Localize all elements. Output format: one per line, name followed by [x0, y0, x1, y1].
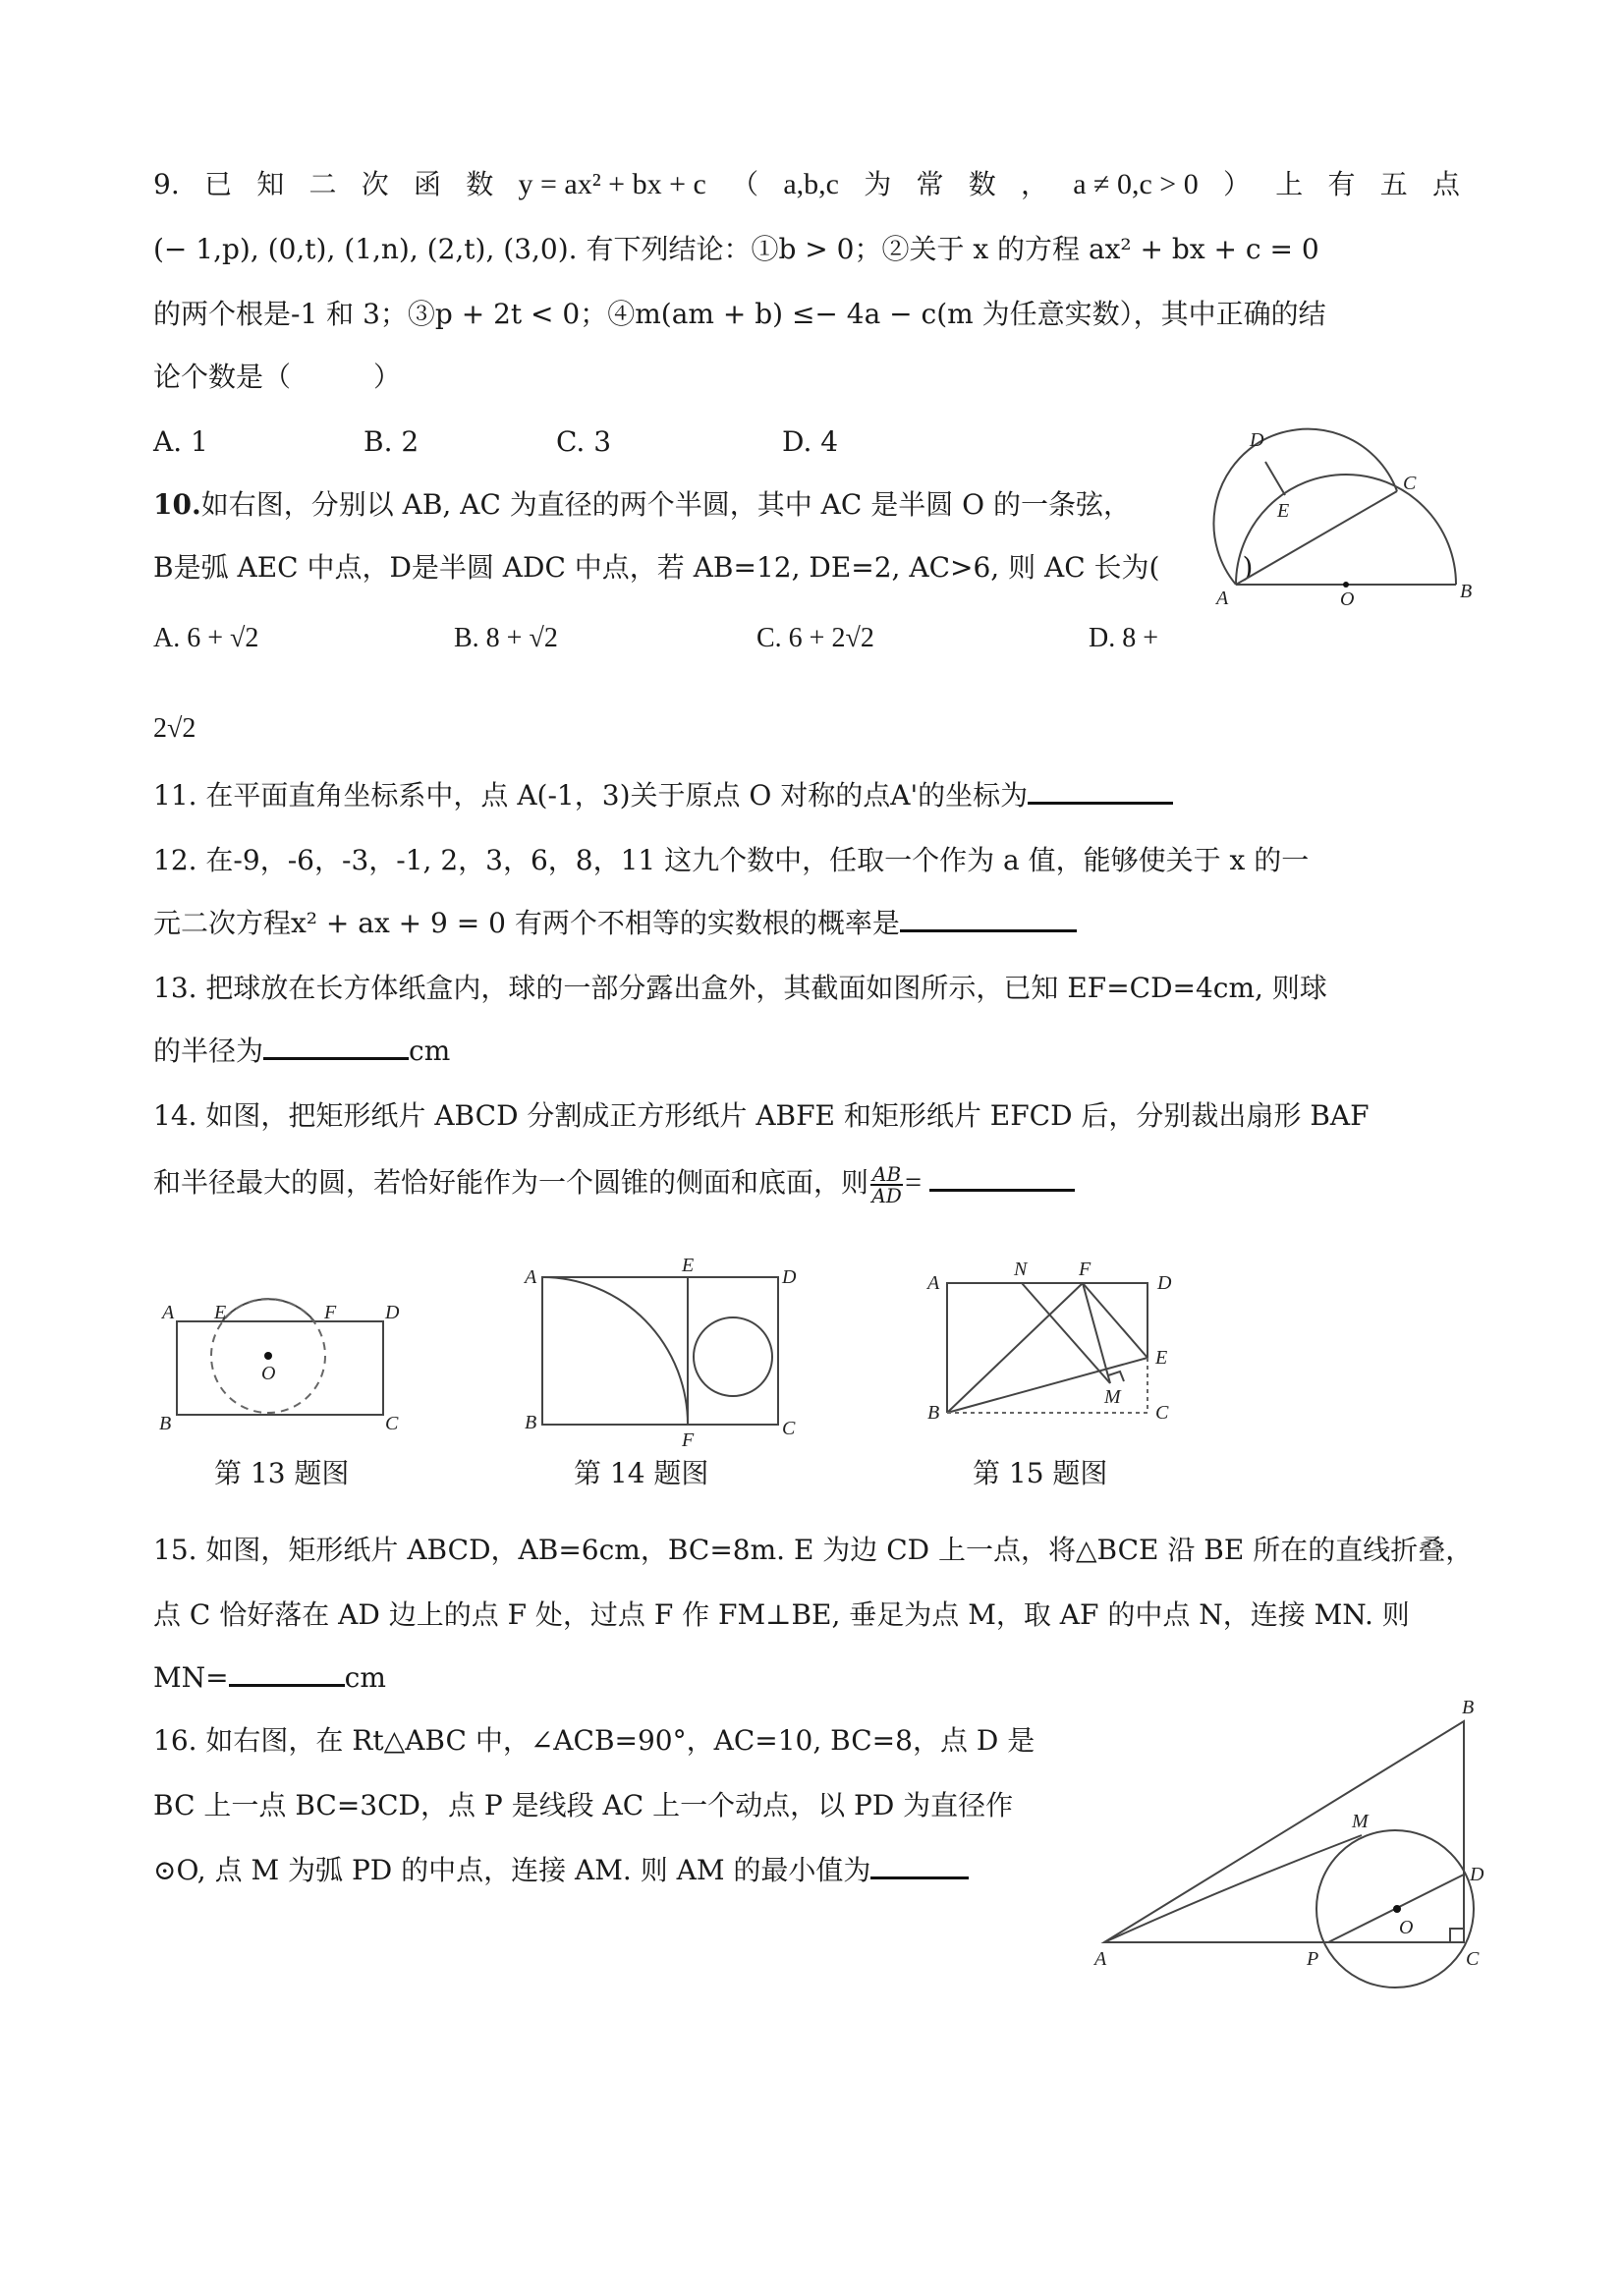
- label-d: D: [1157, 1272, 1172, 1294]
- q10-option-b[interactable]: B. 8 + √2: [454, 623, 558, 653]
- q16-figure: [1071, 1670, 1503, 2004]
- q12-line-2: [153, 904, 1077, 943]
- q10-option-d[interactable]: D. 8 +: [1089, 623, 1159, 653]
- q9-option-c[interactable]: C. 3: [556, 425, 612, 458]
- fraction-denominator: AD: [871, 1183, 902, 1207]
- fraction-numerator: AB: [872, 1161, 902, 1186]
- label-n: N: [1014, 1259, 1028, 1280]
- q9-word: 为: [864, 168, 892, 200]
- q9-line-4: 论个数是（ ）: [153, 361, 402, 393]
- ball-center-o: [264, 1352, 272, 1360]
- label-c: C: [385, 1413, 399, 1434]
- q9-word: 数: [968, 168, 996, 200]
- q14-ratio-fraction: [870, 1161, 903, 1207]
- q15-line-2: 点 C 恰好落在 AD 边上的点 F 处，过点 F 作 FM⊥BE, 垂足为点 M，取 AF 的中点 N，连接 MN. 则: [153, 1598, 1410, 1631]
- label-f: F: [682, 1429, 695, 1451]
- q10-option-d-wrap: 2√2: [153, 713, 196, 744]
- label-b: B: [1462, 1697, 1475, 1718]
- q13-line-1: 13. 把球放在长方体纸盒内，球的一部分露出盒外，其截面如图所示，已知 EF=CD=4cm, 则球: [153, 972, 1327, 1004]
- center-point-o: [1343, 582, 1349, 588]
- q9-word: 常: [916, 168, 944, 200]
- label-m: M: [1352, 1811, 1369, 1832]
- label-f: F: [324, 1302, 337, 1323]
- q9-option-a[interactable]: A. 1: [153, 425, 208, 458]
- q16-answer-blank[interactable]: [870, 1873, 969, 1879]
- q9-word: 有: [1327, 168, 1356, 200]
- semicircle-o: [1236, 475, 1456, 585]
- q16-line-2: BC 上一点 BC=3CD，点 P 是线段 AC 上一个动点，以 PD 为直径作: [153, 1789, 1014, 1821]
- label-f: F: [1079, 1259, 1091, 1280]
- q12-answer-blank[interactable]: [900, 925, 1077, 932]
- q11-line: [153, 776, 1173, 815]
- sector-arc-af: [542, 1277, 688, 1425]
- q9-word: 次: [361, 168, 389, 200]
- label-d: D: [782, 1266, 797, 1288]
- q13-line-2: [153, 1032, 450, 1071]
- label-d: D: [385, 1302, 400, 1323]
- label-e: E: [1277, 500, 1290, 522]
- q9-word: 知: [256, 168, 285, 200]
- q11-text: 11. 在平面直角坐标系中，点 A(-1，3)关于原点 O 对称的点A'的坐标为: [153, 779, 1029, 812]
- q16-line-3-text: ⊙O, 点 M 为弧 PD 的中点，连接 AM. 则 AM 的最小值为: [153, 1854, 871, 1886]
- label-b: B: [525, 1412, 537, 1433]
- q10-line-1: [153, 485, 1131, 525]
- q9-line-2: (− 1,p), (0,t), (1,n), (2,t), (3,0). 有下列结论：①b > 0；②关于 x 的方程 ax² + bx + c = 0: [153, 233, 1319, 265]
- q12-line-1: 12. 在-9，-6，-3，-1, 2，3，6，8，11 这九个数中，任取一个作为 a 值，能够使关于 x 的一: [153, 844, 1310, 876]
- label-e: E: [1155, 1347, 1168, 1369]
- label-b: B: [1460, 581, 1473, 602]
- q15-figure: [923, 1258, 1189, 1434]
- q13-figure: [157, 1258, 403, 1434]
- q9-function-formula: y = ax² + bx + c: [518, 168, 706, 200]
- segment-am: [1104, 1835, 1362, 1942]
- q9-word: ，: [1020, 168, 1048, 200]
- inscribed-circle: [694, 1317, 772, 1396]
- q14-figure-caption: 第 14 题图: [574, 1457, 709, 1489]
- q9-word: 上: [1275, 168, 1304, 200]
- q15-answer-blank[interactable]: [229, 1680, 345, 1687]
- q15-line-3: [153, 1658, 386, 1698]
- q15-line-3-prefix: MN=: [153, 1661, 229, 1694]
- label-o: O: [1399, 1917, 1414, 1938]
- q9-constants: a,b,c: [783, 168, 839, 200]
- chord-ac: [1236, 491, 1397, 585]
- q13-answer-blank[interactable]: [263, 1053, 409, 1060]
- q9-condition: a ≠ 0,c > 0: [1073, 168, 1199, 200]
- q14-figure: [521, 1255, 806, 1451]
- q13-line-2-prefix: 的半径为: [153, 1035, 264, 1067]
- q14-answer-blank[interactable]: [929, 1185, 1075, 1192]
- label-b: B: [927, 1402, 940, 1424]
- q12-line-2-text: 元二次方程x² + ax + 9 = 0 有两个不相等的实数根的概率是: [153, 907, 900, 939]
- q9-word: 已: [203, 168, 232, 200]
- q9-option-b[interactable]: B. 2: [364, 425, 420, 458]
- label-a: A: [1216, 588, 1229, 609]
- label-c: C: [1403, 473, 1417, 494]
- equals-sign: =: [905, 1166, 923, 1199]
- center-point-o: [1393, 1905, 1401, 1913]
- q13-unit: cm: [409, 1035, 451, 1067]
- q14-line-2-prefix: 和半径最大的圆，若恰好能作为一个圆锥的侧面和底面，则: [153, 1166, 869, 1199]
- q10-figure: [1199, 422, 1483, 609]
- label-a: A: [525, 1266, 537, 1288]
- q13-figure-caption: 第 13 题图: [214, 1457, 350, 1489]
- q9-option-d[interactable]: D. 4: [782, 425, 839, 458]
- q16-line-3: [153, 1851, 969, 1890]
- q9-line-3: 的两个根是-1 和 3；③p + 2t < 0；④m(am + b) ≤− 4a − c(m 为任意实数），其中正确的结: [153, 298, 1326, 330]
- right-angle-mark: [1450, 1929, 1464, 1942]
- label-o: O: [261, 1363, 276, 1384]
- ball-arc-outside: [222, 1299, 314, 1321]
- q11-answer-blank[interactable]: [1028, 798, 1173, 805]
- q9-word: 函: [413, 168, 441, 200]
- label-m: M: [1104, 1386, 1121, 1408]
- label-d: D: [1470, 1864, 1484, 1885]
- q9-word: 二: [308, 168, 337, 200]
- q10-number: 10.: [153, 488, 201, 521]
- q14-line-1: 14. 如图，把矩形纸片 ABCD 分割成正方形纸片 ABFE 和矩形纸片 EFCD 后，分别裁出扇形 BAF: [153, 1099, 1370, 1132]
- q9-word: 点: [1431, 168, 1460, 200]
- label-c: C: [1155, 1402, 1169, 1424]
- q9-paren: （: [731, 168, 759, 200]
- q15-unit: cm: [344, 1661, 386, 1694]
- q15-line-1: 15. 如图，矩形纸片 ABCD，AB=6cm，BC=8m. E 为边 CD 上一点，将△BCE 沿 BE 所在的直线折叠，: [153, 1534, 1474, 1566]
- q16-line-1: 16. 如右图，在 Rt△ABC 中，∠ACB=90°，AC=10, BC=8，点 D 是: [153, 1724, 1035, 1757]
- label-c: C: [1466, 1948, 1480, 1970]
- label-a: A: [162, 1302, 175, 1323]
- label-p: P: [1307, 1948, 1319, 1970]
- q9-word: 数: [466, 168, 494, 200]
- label-d: D: [1250, 429, 1264, 451]
- label-o: O: [1340, 588, 1355, 610]
- q10-line-1-text: 如右图，分别以 AB, AC 为直径的两个半圆，其中 AC 是半圆 O 的一条弦，: [200, 488, 1131, 521]
- q9-line-1: [153, 165, 1460, 204]
- label-c: C: [782, 1418, 796, 1439]
- q10-option-c[interactable]: C. 6 + 2√2: [756, 623, 874, 653]
- q9-paren: ）: [1222, 168, 1251, 200]
- q9-word: 五: [1379, 168, 1408, 200]
- q10-option-a[interactable]: A. 6 + √2: [153, 623, 259, 653]
- right-angle-mark: [1108, 1372, 1124, 1381]
- label-a: A: [1094, 1948, 1107, 1970]
- label-a: A: [927, 1272, 940, 1294]
- label-e: E: [682, 1255, 695, 1276]
- label-e: E: [214, 1302, 227, 1323]
- rectangle-abcd: [542, 1277, 778, 1425]
- q15-figure-caption: 第 15 题图: [973, 1457, 1108, 1489]
- label-b: B: [159, 1413, 172, 1434]
- box-rectangle: [177, 1321, 383, 1415]
- q9-number: 9.: [153, 168, 180, 200]
- segment-de: [1265, 462, 1285, 495]
- q10-line-2: B是弧 AEC 中点，D是半圆 ADC 中点，若 AB=12, DE=2, AC>6, 则 AC 长为( ): [153, 551, 1254, 584]
- q14-line-2: [153, 1163, 1075, 1205]
